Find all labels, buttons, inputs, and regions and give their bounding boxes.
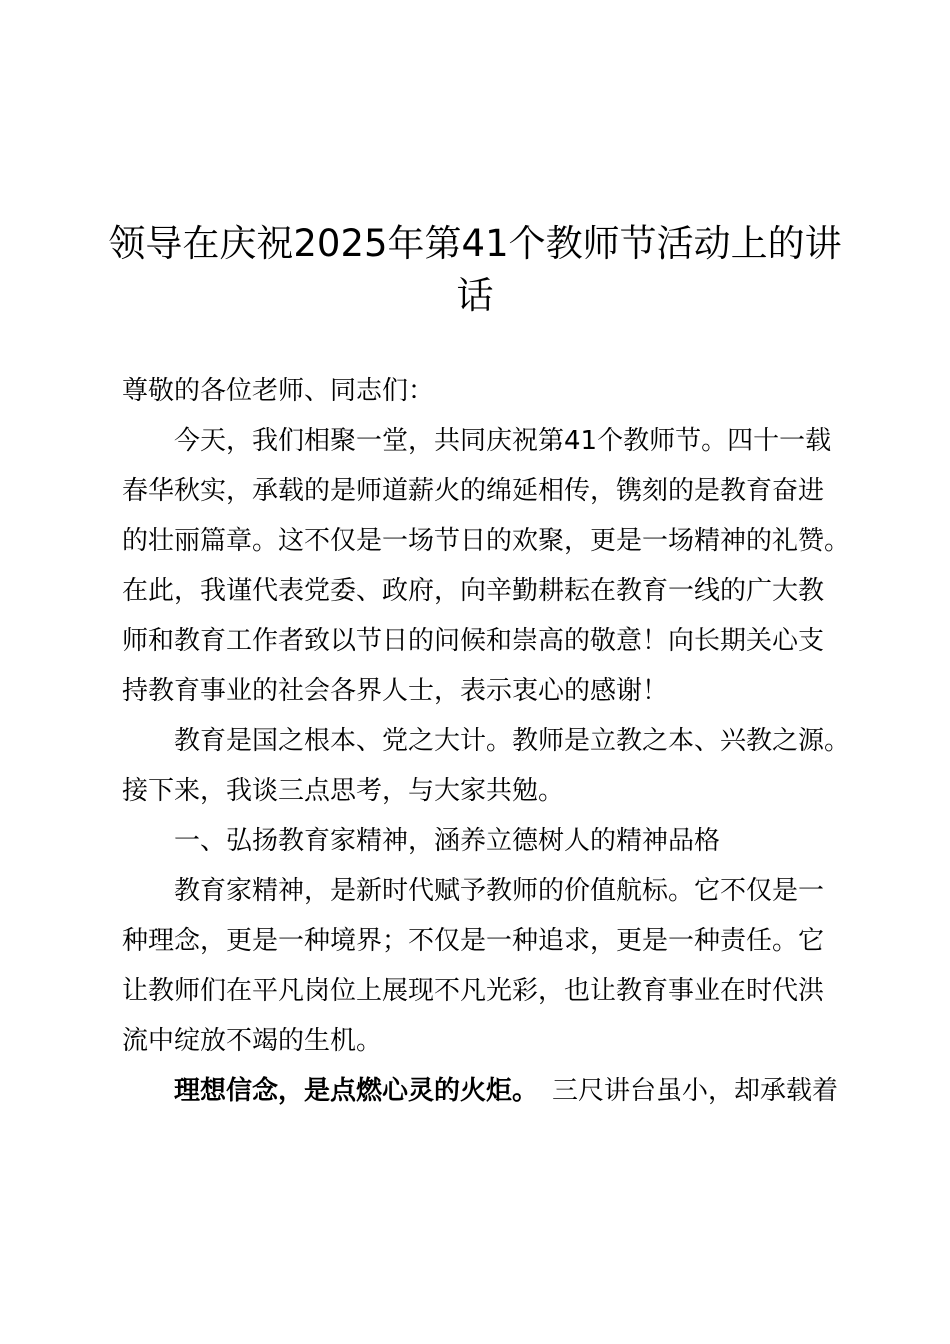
section-heading-1: 一、弘扬教育家精神，涵养立德树人的精神品格 bbox=[174, 826, 721, 856]
paragraph-4-bold-lead: 理想信念，是点燃心灵的火炬。 bbox=[174, 1076, 539, 1106]
paragraph-2-line-1: 教育是国之根本、党之大计。教师是立教之本、兴教之源。 bbox=[174, 726, 851, 756]
paragraph-1-line-5: 师和教育工作者致以节日的问候和崇高的敬意！向长期关心支 bbox=[122, 626, 825, 656]
paragraph-3-line-4: 流中绽放不竭的生机。 bbox=[122, 1026, 383, 1056]
document-title-line-2: 话 bbox=[456, 274, 494, 317]
paragraph-1-line-4: 在此，我谨代表党委、政府，向辛勤耕耘在教育一线的广大教 bbox=[122, 576, 825, 606]
paragraph-1-line-6: 持教育事业的社会各界人士，表示衷心的感谢！ bbox=[122, 676, 669, 706]
paragraph-3-line-3: 让教师们在平凡岗位上展现不凡光彩，也让教育事业在时代洪 bbox=[122, 976, 825, 1006]
paragraph-1-line-1: 今天，我们相聚一堂，共同庆祝第41个教师节。四十一载 bbox=[174, 426, 832, 456]
paragraph-4-line-1 bbox=[174, 1078, 838, 1104]
paragraph-3-line-2: 种理念，更是一种境界；不仅是一种追求，更是一种责任。它 bbox=[122, 926, 825, 956]
paragraph-1-line-3: 的壮丽篇章。这不仅是一场节日的欢聚，更是一场精神的礼赞。 bbox=[122, 526, 851, 556]
paragraph-4-text: 三尺讲台虽小，却承载着 bbox=[552, 1076, 839, 1106]
document-title-line-1: 领导在庆祝2025年第41个教师节活动上的讲 bbox=[108, 222, 842, 265]
paragraph-1-line-2: 春华秋实，承载的是师道薪火的绵延相传，镌刻的是教育奋进 bbox=[122, 476, 825, 506]
paragraph-2-line-2: 接下来，我谈三点思考，与大家共勉。 bbox=[122, 776, 565, 806]
paragraph-3-line-1: 教育家精神，是新时代赋予教师的价值航标。它不仅是一 bbox=[174, 876, 825, 906]
salutation: 尊敬的各位老师、同志们： bbox=[122, 376, 435, 406]
